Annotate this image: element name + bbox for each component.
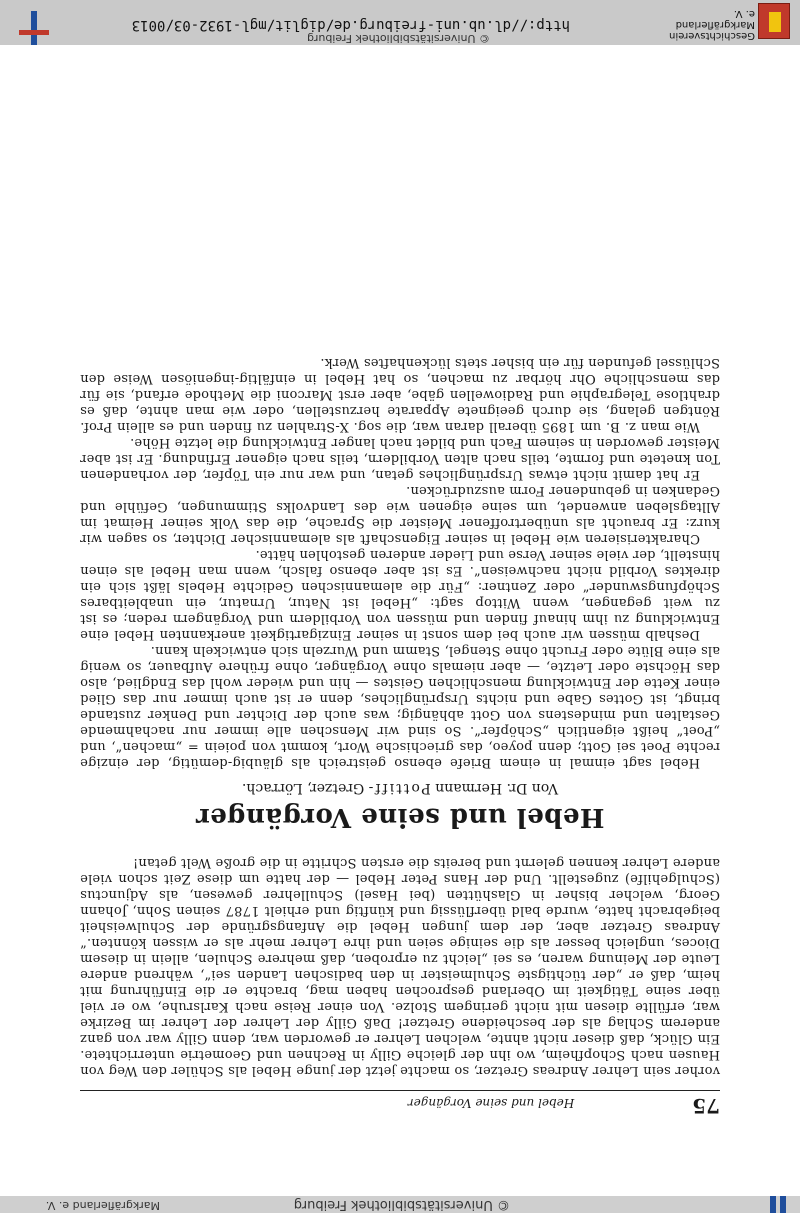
intro-paragraph: vorher sein Lehrer Andreas Gretzer, so machte jetzt der junge Hebel als Schüler den Weg von Hausen nach Schopfheim, wo ihn der gleiche Gilly in Rechnen und Geometrie unterrichtete. Ein Glück, daß dieser nicht ahnte, welchen Lehrer er geworden war, denn Gilly war von ganz anderem Schlag als der bescheidene Gretzer! Daß Gilly der Lehrer der Lehrer im Bezirke war, erfüllte diesen mit nicht geringem Stolze. Von einer Reise nach Karlsruhe, wo er viel über seine Tätigkeit im Oberland gesprochen haben mag, brachte er die Einführung mit heim, daß er „der tüchtigste Schulmeister in den badischen Landen sei“, während andere Leute der Meinung waren, es sei „leicht zu erproben, daß mehrere Schulen, allein in diesem Dioces, ungleich besser als die seinige seien und ihre Lehrer mehr als er wissen könnten.“ Andreas Gretzer aber, der dem jungen Hebel die Anfangsgründe der Schulweisheit beigebracht hatte, wurde bald überflüssig und künftig und erhielt 1787 seinen Sohn, Johann Georg, welcher bisher in Glashütten (bei Hasel) Schullehrer gewesen, als Adjunctus (Schulgehilfe) zugestellt. Und der Hans Peter Hebel — der hatte um diese Zeit schon viele andere Lehrer kennen gelernt und bereits die ersten Schritte in die große Welt getan!	[80, 855, 720, 1078]
byline-prefix: Von Dr. Hermann	[435, 780, 559, 796]
page-number: 75	[692, 1094, 720, 1118]
byline	[80, 780, 720, 796]
page-content	[80, 354, 720, 1118]
library-credit: © Universitätsbibliothek Freiburg	[293, 1197, 510, 1212]
viewer-bottom-bar	[0, 0, 800, 45]
running-header	[80, 1094, 720, 1118]
library-logo-icon	[5, 0, 55, 45]
library-logo-icon	[764, 1196, 790, 1213]
byline-name: Pottiff	[373, 780, 431, 796]
body-paragraph: Wie man z. B. um 1895 überall daran war, die sog. X-Strahlen zu finden und es allein Prof. Röntgen gelang, sie durch geeignete Apparate herzustellen, oder wie man ahnte, daß es drahtlose Telegraphie und Radiowellen gäbe, aber erst Marconi die Methode erfand, sie für das menschliche Ohr hörbar zu machen, so hat Hebel in einfältig-ingeniösen Weise den Schlüssel gefunden für ein bisher stets lückenhaftes Werk.	[80, 355, 720, 434]
running-title: Hebel und seine Vorgänger	[407, 1096, 575, 1110]
body-paragraph: Hebel sagt einmal in einem Briefe ebenso geistreich als gläubig-demütig, der einzige rechte Poet sei Gott; denn poyeo, das griechische Wort, kommt von poiein = „machen“, und „Poet“ heißt eigentlich „Schöpfer“. So sind wir Menschen alle immer nur nachahmende Gestalten und mindestens von Gott abhängig; was auch der Dichter und Denker zustande bringt, ist Gottes Gabe und nichts Ursprüngliches, denn er ist auch immer nur das Glied einer Kette der Entwicklung menschlichen Geistes — hin und wieder wohl das Endglied, also das Höchste oder Letzte, — aber niemals ohne Vorgänger, ohne frühere Aufbauer, so wenig als eine Blüte oder Frucht ohne Stengel, Stamm und Wurzeln sich entwickeln kann.	[80, 643, 720, 770]
body-paragraph: Charakterisieren wie Hebel in seiner Eigenschaft als alemannischer Dichter, so sagen wir kurz: Er braucht als unübertroffener Meister die Sprache, die das Volk seiner Heimat im Alltagsleben anwendet, um seine eigenen wie des Landvolks Stimmungen, Gefühle und Gedanken in gebundener Form auszudrücken.	[80, 483, 720, 546]
viewer-top-bar	[0, 1196, 800, 1213]
permalink[interactable]: http://dl.ub.uni-freiburg.de/diglit/mgl-1932-03/0013	[131, 17, 570, 33]
body-paragraph: Er hat damit nicht etwas Ursprüngliches getan, und war nur ein Töpfer, der vorhandenen Ton knetete und formte, teils nach alten Vorbildern, teils nach eigener Erfindung. Er ist aber Meister geworden in seinem Fach und bildet nach langer Entwicklung die letzte Höhe.	[80, 435, 720, 482]
coat-of-arms-icon	[758, 3, 790, 39]
footer-copyright: © Universitätsbibliothek Freiburg	[307, 32, 490, 45]
header-rule	[80, 1090, 720, 1091]
byline-suffix: - Gretzer, Lörrach.	[241, 780, 374, 796]
footer-partner: Geschichtsverein Markgräflerland e. V.	[669, 8, 755, 41]
body-paragraph: Deshalb müssen wir auch bei dem sonst in seiner Einzigartigkeit anerkannten Hebel eine Entwicklung zu ihm hinauf finden und müssen von Vorbildern und Vorgängern reden; es ist zu weit gegangen, wenn Wittop sagt: „Hebel ist Natur, Urnatur, ein unableitbares Schöpfungswunder“ oder Zentner: „Für die alemannischen Gedichte Hebels läßt sich ein direktes Vorbild nicht nachweisen“. Es ist aber ebenso falsch, wenn man Hebel als einen hinstellt, der viele seiner Verse und Lieder anderen gestohlen hätte.	[80, 547, 720, 642]
article-title: Hebel und seine Vorgänger	[195, 802, 605, 832]
partner-credit: Markgräflerland e. V.	[45, 1199, 160, 1212]
